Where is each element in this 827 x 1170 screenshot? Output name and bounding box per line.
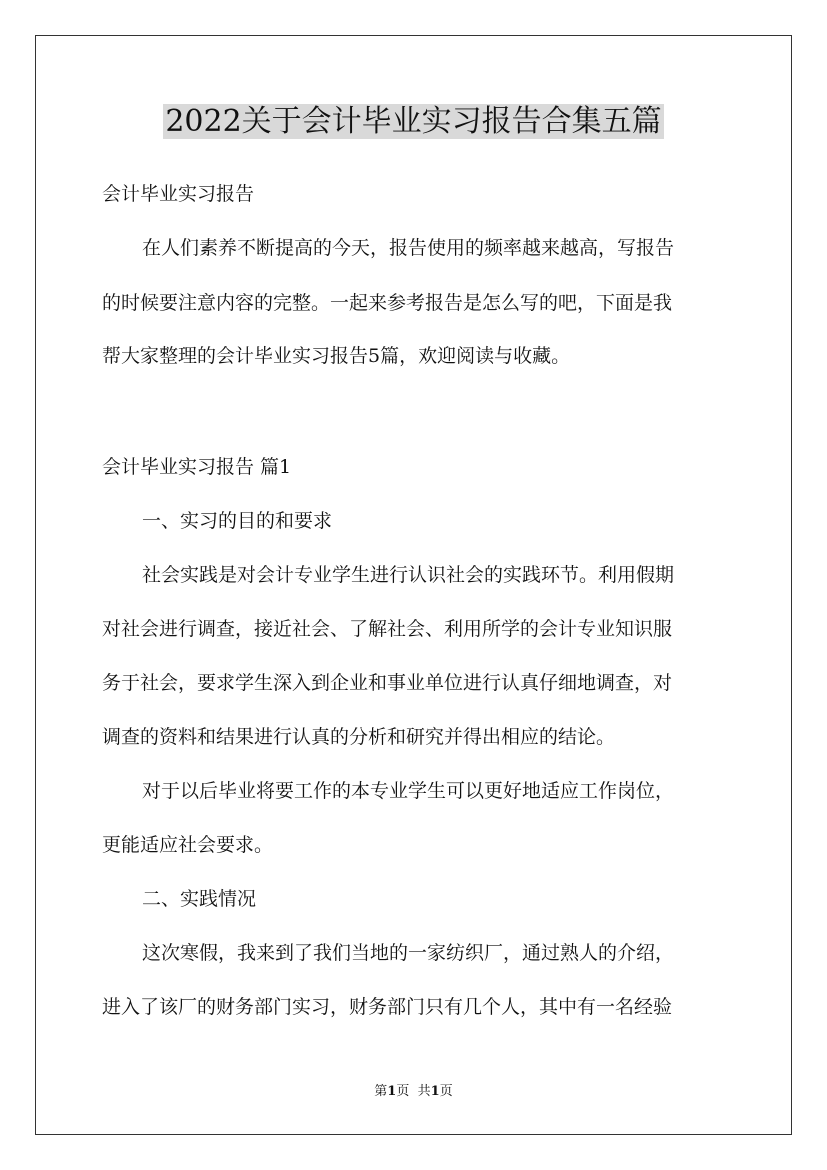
- intro-line-3: 帮大家整理的会计毕业实习报告5篇，欢迎阅读与收藏。: [102, 345, 571, 367]
- paragraph-1-line-1: 社会实践是对会计专业学生进行认识社会的实践环节。利用假期: [142, 564, 675, 586]
- subheading-goals: 一、实习的目的和要求: [142, 510, 333, 532]
- footer-total-suffix: 页: [439, 1084, 453, 1099]
- section-heading: 会计毕业实习报告: [102, 183, 255, 205]
- footer-page-number: 1: [387, 1084, 397, 1099]
- intro-line-2: 的时候要注意内容的完整。一起来参考报告是怎么写的吧，下面是我: [102, 292, 673, 314]
- paragraph-3-line-2: 进入了该厂的财务部门实习，财务部门只有几个人，其中有一名经验: [102, 996, 673, 1018]
- footer-total-pages: 1: [430, 1084, 440, 1099]
- paragraph-1-line-4: 调查的资料和结果进行认真的分析和研究并得出相应的结论。: [102, 726, 616, 748]
- paragraph-2-line-1: 对于以后毕业将要工作的本专业学生可以更好地适应工作岗位，: [142, 780, 675, 802]
- paragraph-3-line-1: 这次寒假，我来到了我们当地的一家纺织厂，通过熟人的介绍，: [142, 942, 675, 964]
- paragraph-1-line-2: 对社会进行调查，接近社会、了解社会、利用所学的会计专业知识服: [102, 618, 673, 640]
- subheading-practice: 二、实践情况: [142, 888, 257, 910]
- footer-page-prefix: 第: [374, 1084, 388, 1099]
- page-footer: [0, 1083, 827, 1101]
- document-title: [0, 102, 827, 142]
- intro-line-1: 在人们素养不断提高的今天，报告使用的频率越来越高，写报告: [142, 237, 675, 259]
- footer-page-suffix: 页: [396, 1084, 410, 1099]
- document-title-text: 2022关于会计毕业实习报告合集五篇: [165, 104, 662, 139]
- footer-total-prefix: 共: [417, 1084, 431, 1099]
- article-heading: 会计毕业实习报告 篇1: [102, 456, 292, 478]
- paragraph-2-line-2: 更能适应社会要求。: [102, 834, 274, 856]
- paragraph-1-line-3: 务于社会，要求学生深入到企业和事业单位进行认真仔细地调查，对: [102, 672, 673, 694]
